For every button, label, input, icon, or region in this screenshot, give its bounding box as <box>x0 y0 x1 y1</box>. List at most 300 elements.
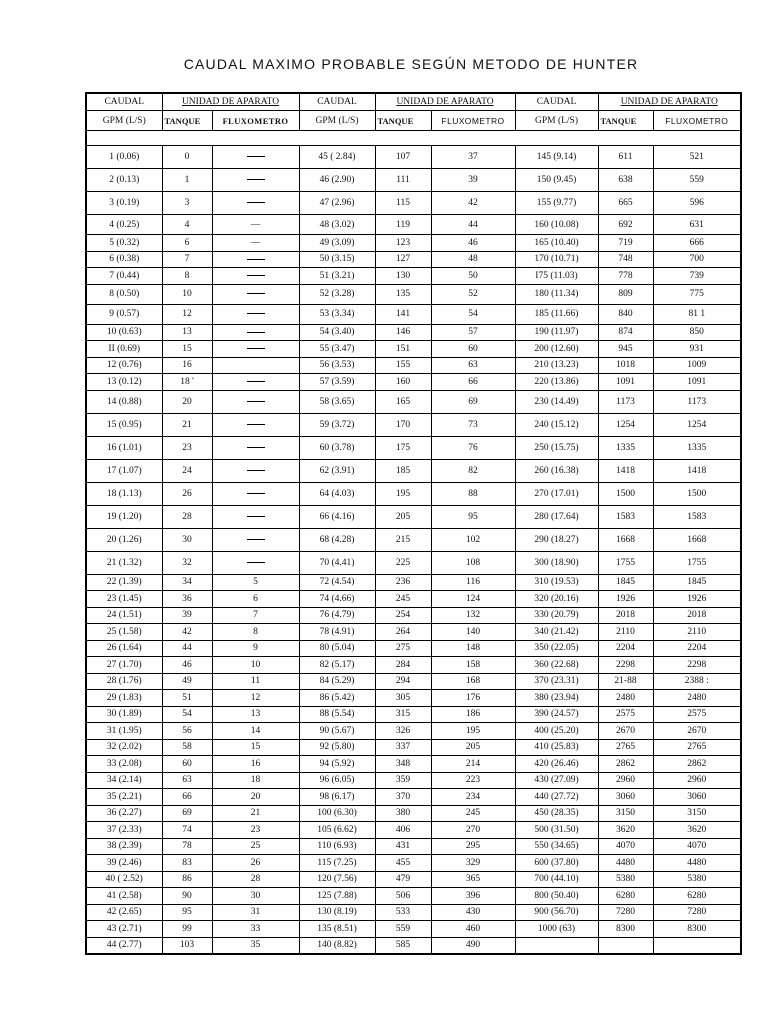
tanque-cell: 1 <box>162 169 212 192</box>
tanque-cell: 185 <box>375 459 431 482</box>
fluxometro-cell: 4480 <box>653 855 741 872</box>
table-row <box>86 268 741 285</box>
fluxometro-cell <box>212 304 299 324</box>
caudal-cell: 72 (4.54) <box>299 574 375 591</box>
dash-mark <box>247 259 265 260</box>
tanque-cell: 21-88 <box>598 673 653 690</box>
fluxometro-cell <box>212 324 299 341</box>
col-header-fluxometro: FLUXOMETRO <box>431 111 515 131</box>
tanque-cell: 284 <box>375 657 431 674</box>
tanque-cell: 127 <box>375 251 431 268</box>
fluxometro-cell: 21 <box>212 805 299 822</box>
caudal-cell: 29 (1.83) <box>86 690 162 707</box>
fluxometro-cell: 63 <box>431 357 515 374</box>
col-header-caudal: CAUDAL <box>299 93 375 111</box>
fluxometro-cell: 124 <box>431 591 515 608</box>
tanque-cell: 2480 <box>598 690 653 707</box>
fluxometro-cell: 1583 <box>653 505 741 528</box>
tanque-cell: 0 <box>162 146 212 169</box>
fluxometro-cell: 205 <box>431 739 515 756</box>
caudal-cell: 50 (3.15) <box>299 251 375 268</box>
caudal-cell: 66 (4.16) <box>299 505 375 528</box>
fluxometro-cell: 666 <box>653 235 741 252</box>
caudal-cell: 200 (12.60) <box>515 341 598 358</box>
caudal-cell: 57 (3.59) <box>299 374 375 391</box>
fluxometro-cell: 2960 <box>653 772 741 789</box>
fluxometro-cell: 148 <box>431 640 515 657</box>
caudal-cell: 38 (2.39) <box>86 838 162 855</box>
table-row <box>86 723 741 740</box>
caudal-cell: 4 (0.25) <box>86 215 162 235</box>
fluxometro-cell: 30 <box>212 888 299 905</box>
fluxometro-cell: 295 <box>431 838 515 855</box>
caudal-cell: 49 (3.09) <box>299 235 375 252</box>
tanque-cell: 32 <box>162 551 212 574</box>
fluxometro-cell: 20 <box>212 789 299 806</box>
fluxometro-cell: 7280 <box>653 904 741 921</box>
fluxometro-cell: 102 <box>431 528 515 551</box>
col-header-fluxometro: FLUXOMETRO <box>212 111 299 131</box>
fluxometro-cell: 270 <box>431 822 515 839</box>
fluxometro-cell: 186 <box>431 706 515 723</box>
dash-mark <box>247 202 265 203</box>
fluxometro-cell: 2670 <box>653 723 741 740</box>
tanque-cell: 111 <box>375 169 431 192</box>
tanque-cell: 74 <box>162 822 212 839</box>
caudal-cell: 340 (21.42) <box>515 624 598 641</box>
caudal-cell: 23 (1.45) <box>86 591 162 608</box>
tanque-cell: 99 <box>162 921 212 938</box>
caudal-cell: 33 (2.08) <box>86 756 162 773</box>
tanque-cell: 215 <box>375 528 431 551</box>
fluxometro-cell: 168 <box>431 673 515 690</box>
fluxometro-cell: 850 <box>653 324 741 341</box>
dash-mark <box>247 470 265 471</box>
caudal-cell: 55 (3.47) <box>299 341 375 358</box>
table-row <box>86 871 741 888</box>
tanque-cell: 90 <box>162 888 212 905</box>
table-row <box>86 673 741 690</box>
caudal-cell: 68 (4.28) <box>299 528 375 551</box>
caudal-cell: 14 (0.88) <box>86 390 162 413</box>
caudal-cell: 13 (0.12) <box>86 374 162 391</box>
caudal-cell: 31 (1.95) <box>86 723 162 740</box>
caudal-cell: 170 (10.71) <box>515 251 598 268</box>
caudal-cell: 240 (15.12) <box>515 413 598 436</box>
fluxometro-cell: 1091 <box>653 374 741 391</box>
fluxometro-cell <box>212 459 299 482</box>
fluxometro-cell: 16 <box>212 756 299 773</box>
fluxometro-cell <box>653 937 741 954</box>
dash-mark <box>247 332 265 333</box>
caudal-cell: 28 (1.76) <box>86 673 162 690</box>
table-row <box>86 413 741 436</box>
tanque-cell: 205 <box>375 505 431 528</box>
tanque-cell: 4070 <box>598 838 653 855</box>
caudal-cell: 74 (4.66) <box>299 591 375 608</box>
fluxometro-cell: 12 <box>212 690 299 707</box>
fluxometro-cell: 1009 <box>653 357 741 374</box>
tanque-cell: 170 <box>375 413 431 436</box>
fluxometro-cell <box>212 551 299 574</box>
fluxometro-cell: 1335 <box>653 436 741 459</box>
tanque-cell: 1845 <box>598 574 653 591</box>
caudal-cell: 53 (3.34) <box>299 304 375 324</box>
table-row <box>86 657 741 674</box>
caudal-cell: 22 (1.39) <box>86 574 162 591</box>
tanque-cell: 20 <box>162 390 212 413</box>
tanque-cell: 2110 <box>598 624 653 641</box>
fluxometro-cell <box>212 268 299 285</box>
caudal-cell: 94 (5.92) <box>299 756 375 773</box>
caudal-cell: 6 (0.38) <box>86 251 162 268</box>
tanque-cell: 3 <box>162 192 212 215</box>
tanque-cell: 665 <box>598 192 653 215</box>
col-header-tanque: TANQUE <box>162 111 212 131</box>
caudal-cell: 19 (1.20) <box>86 505 162 528</box>
table-row <box>86 739 741 756</box>
tanque-cell: 1583 <box>598 505 653 528</box>
caudal-cell: 9 (0.57) <box>86 304 162 324</box>
tanque-cell: 49 <box>162 673 212 690</box>
tanque-cell: 151 <box>375 341 431 358</box>
fluxometro-cell: 521 <box>653 146 741 169</box>
fluxometro-cell: 14 <box>212 723 299 740</box>
caudal-cell: 56 (3.53) <box>299 357 375 374</box>
tanque-cell: 305 <box>375 690 431 707</box>
caudal-cell: 430 (27.09) <box>515 772 598 789</box>
tanque-cell: 455 <box>375 855 431 872</box>
caudal-cell: 600 (37.80) <box>515 855 598 872</box>
fluxometro-cell <box>212 505 299 528</box>
fluxometro-cell: 108 <box>431 551 515 574</box>
dash-mark <box>247 348 265 349</box>
caudal-cell: 155 (9.77) <box>515 192 598 215</box>
fluxometro-cell: 1418 <box>653 459 741 482</box>
tanque-cell: 1418 <box>598 459 653 482</box>
tanque-cell: 24 <box>162 459 212 482</box>
tanque-cell: 1755 <box>598 551 653 574</box>
fluxometro-cell: 2204 <box>653 640 741 657</box>
table-row <box>86 284 741 304</box>
fluxometro-cell: 95 <box>431 505 515 528</box>
tanque-cell: 130 <box>375 268 431 285</box>
fluxometro-cell <box>212 192 299 215</box>
fluxometro-cell: 5 <box>212 574 299 591</box>
tanque-cell: 4480 <box>598 855 653 872</box>
fluxometro-cell: 33 <box>212 921 299 938</box>
tanque-cell: 2575 <box>598 706 653 723</box>
dash-mark <box>247 381 265 382</box>
caudal-cell: 34 (2.14) <box>86 772 162 789</box>
dash-mark <box>247 493 265 494</box>
tanque-cell: 195 <box>375 482 431 505</box>
tanque-cell: 28 <box>162 505 212 528</box>
tanque-cell: 2018 <box>598 607 653 624</box>
tanque-cell: 315 <box>375 706 431 723</box>
fluxometro-cell: 214 <box>431 756 515 773</box>
caudal-cell: 390 (24.57) <box>515 706 598 723</box>
tanque-cell: 6 <box>162 235 212 252</box>
fluxometro-cell <box>212 146 299 169</box>
fluxometro-cell: 66 <box>431 374 515 391</box>
fluxometro-cell: 7 <box>212 607 299 624</box>
fluxometro-cell: 69 <box>431 390 515 413</box>
caudal-cell: 84 (5.29) <box>299 673 375 690</box>
caudal-cell: 115 (7.25) <box>299 855 375 872</box>
tanque-cell: 2204 <box>598 640 653 657</box>
caudal-cell: 35 (2.21) <box>86 789 162 806</box>
tanque-cell: 10 <box>162 284 212 304</box>
caudal-cell: 58 (3.65) <box>299 390 375 413</box>
fluxometro-cell <box>212 251 299 268</box>
tanque-cell: 225 <box>375 551 431 574</box>
tanque-cell: 95 <box>162 904 212 921</box>
fluxometro-cell: 73 <box>431 413 515 436</box>
tanque-cell: 7 <box>162 251 212 268</box>
tanque-cell: 63 <box>162 772 212 789</box>
fluxometro-cell: 2480 <box>653 690 741 707</box>
caudal-cell: 1000 (63) <box>515 921 598 938</box>
fluxometro-cell <box>212 390 299 413</box>
caudal-cell: 64 (4.03) <box>299 482 375 505</box>
caudal-cell: 105 (6.62) <box>299 822 375 839</box>
tanque-cell: 748 <box>598 251 653 268</box>
dash-mark <box>247 562 265 563</box>
fluxometro-cell: 5380 <box>653 871 741 888</box>
tanque-cell: 778 <box>598 268 653 285</box>
caudal-cell: 48 (3.02) <box>299 215 375 235</box>
fluxometro-cell: 81 1 <box>653 304 741 324</box>
fluxometro-cell <box>212 528 299 551</box>
caudal-cell: 82 (5.17) <box>299 657 375 674</box>
tanque-cell: 30 <box>162 528 212 551</box>
table-row <box>86 324 741 341</box>
table-row <box>86 690 741 707</box>
caudal-cell: 270 (17.01) <box>515 482 598 505</box>
dash-mark <box>247 447 265 448</box>
fluxometro-cell: 8 <box>212 624 299 641</box>
caudal-cell: 380 (23.94) <box>515 690 598 707</box>
caudal-cell: 450 (28.35) <box>515 805 598 822</box>
caudal-cell: 37 (2.33) <box>86 822 162 839</box>
fluxometro-cell: 365 <box>431 871 515 888</box>
tanque-cell: 1668 <box>598 528 653 551</box>
tanque-cell: 2670 <box>598 723 653 740</box>
fluxometro-cell: 10 <box>212 657 299 674</box>
fluxometro-cell: 176 <box>431 690 515 707</box>
tanque-cell: 7280 <box>598 904 653 921</box>
tanque-cell: 16 <box>162 357 212 374</box>
caudal-cell <box>515 937 598 954</box>
fluxometro-cell: 931 <box>653 341 741 358</box>
table-row <box>86 505 741 528</box>
table-row <box>86 822 741 839</box>
tanque-cell: 4 <box>162 215 212 235</box>
tanque-cell: 370 <box>375 789 431 806</box>
caudal-cell: 32 (2.02) <box>86 739 162 756</box>
col-header-gpm: GPM (L/S) <box>299 111 375 131</box>
caudal-cell: 52 (3.28) <box>299 284 375 304</box>
table-row <box>86 235 741 252</box>
col-header-unidad: UNIDAD DE APARATO <box>598 93 741 111</box>
dash-mark <box>247 179 265 180</box>
fluxometro-cell: 2388 : <box>653 673 741 690</box>
fluxometro-cell: 2298 <box>653 657 741 674</box>
caudal-cell: 76 (4.79) <box>299 607 375 624</box>
tanque-cell: 69 <box>162 805 212 822</box>
fluxometro-cell: 1668 <box>653 528 741 551</box>
table-row <box>86 574 741 591</box>
caudal-cell: 290 (18.27) <box>515 528 598 551</box>
caudal-cell: 16 (1.01) <box>86 436 162 459</box>
fluxometro-cell: 9 <box>212 640 299 657</box>
col-header-caudal: CAUDAL <box>515 93 598 111</box>
fluxometro-cell: 245 <box>431 805 515 822</box>
fluxometro-cell: 1500 <box>653 482 741 505</box>
caudal-cell: 46 (2.90) <box>299 169 375 192</box>
tanque-cell: 160 <box>375 374 431 391</box>
tanque-cell: 809 <box>598 284 653 304</box>
caudal-cell: 20 (1.26) <box>86 528 162 551</box>
tanque-cell: 380 <box>375 805 431 822</box>
table-row <box>86 192 741 215</box>
table-row <box>86 904 741 921</box>
fluxometro-cell: 490 <box>431 937 515 954</box>
tanque-cell: 18 ' <box>162 374 212 391</box>
tanque-cell: 119 <box>375 215 431 235</box>
fluxometro-cell: 39 <box>431 169 515 192</box>
tanque-cell: 245 <box>375 591 431 608</box>
tanque-cell: 1018 <box>598 357 653 374</box>
tanque-cell: 585 <box>375 937 431 954</box>
tanque-cell: 611 <box>598 146 653 169</box>
tanque-cell: 13 <box>162 324 212 341</box>
dash-mark <box>247 401 265 402</box>
caudal-cell: 18 (1.13) <box>86 482 162 505</box>
fluxometro-cell: 46 <box>431 235 515 252</box>
tanque-cell: 3060 <box>598 789 653 806</box>
caudal-cell: 51 (3.21) <box>299 268 375 285</box>
table-row <box>86 624 741 641</box>
tanque-cell: 34 <box>162 574 212 591</box>
header-divider <box>86 131 741 146</box>
fluxometro-cell: 195 <box>431 723 515 740</box>
caudal-cell: 1 (0.06) <box>86 146 162 169</box>
fluxometro-cell: 631 <box>653 215 741 235</box>
table-row <box>86 169 741 192</box>
table-row <box>86 251 741 268</box>
col-header-gpm: GPM (L/S) <box>86 111 162 131</box>
tanque-cell: 123 <box>375 235 431 252</box>
tanque-cell <box>598 937 653 954</box>
fluxometro-cell: 4070 <box>653 838 741 855</box>
caudal-cell: 30 (1.89) <box>86 706 162 723</box>
caudal-cell: 135 (8.51) <box>299 921 375 938</box>
caudal-cell: 36 (2.27) <box>86 805 162 822</box>
fluxometro-cell: 460 <box>431 921 515 938</box>
table-row <box>86 482 741 505</box>
col-header-unidad: UNIDAD DE APARATO <box>375 93 515 111</box>
caudal-cell: 330 (20.79) <box>515 607 598 624</box>
table-row <box>86 146 741 169</box>
tanque-cell: 559 <box>375 921 431 938</box>
tanque-cell: 874 <box>598 324 653 341</box>
caudal-cell: II (0.69) <box>86 341 162 358</box>
caudal-cell: 96 (6.05) <box>299 772 375 789</box>
tanque-cell: 103 <box>162 937 212 954</box>
caudal-cell: 550 (34.65) <box>515 838 598 855</box>
caudal-cell: 8 (0.50) <box>86 284 162 304</box>
caudal-cell: 320 (20.16) <box>515 591 598 608</box>
caudal-cell: 27 (1.70) <box>86 657 162 674</box>
tanque-cell: 141 <box>375 304 431 324</box>
dash-mark <box>247 313 265 314</box>
fluxometro-cell: 1254 <box>653 413 741 436</box>
tanque-cell: 326 <box>375 723 431 740</box>
tanque-cell: 1173 <box>598 390 653 413</box>
caudal-cell: 360 (22.68) <box>515 657 598 674</box>
dash-mark <box>247 424 265 425</box>
fluxometro-cell: 140 <box>431 624 515 641</box>
tanque-cell: 26 <box>162 482 212 505</box>
table-row <box>86 921 741 938</box>
fluxometro-cell: 44 <box>431 215 515 235</box>
tanque-cell: 692 <box>598 215 653 235</box>
tanque-cell: 12 <box>162 304 212 324</box>
table-row <box>86 855 741 872</box>
caudal-cell: 150 (9.45) <box>515 169 598 192</box>
caudal-cell: 220 (13.86) <box>515 374 598 391</box>
caudal-cell: I75 (11.03) <box>515 268 598 285</box>
tanque-cell: 236 <box>375 574 431 591</box>
caudal-cell: 45 ( 2.84) <box>299 146 375 169</box>
caudal-cell: 24 (1.51) <box>86 607 162 624</box>
header-row-1 <box>86 93 741 111</box>
caudal-cell: 440 (27.72) <box>515 789 598 806</box>
col-header-fluxometro: FLUXOMETRO <box>653 111 741 131</box>
caudal-cell: 410 (25.83) <box>515 739 598 756</box>
table-row <box>86 772 741 789</box>
fluxometro-cell: 15 <box>212 739 299 756</box>
tanque-cell: 107 <box>375 146 431 169</box>
caudal-cell: 54 (3.40) <box>299 324 375 341</box>
tanque-cell: 165 <box>375 390 431 413</box>
caudal-cell: 40 ( 2.52) <box>86 871 162 888</box>
tanque-cell: 2298 <box>598 657 653 674</box>
table-row <box>86 341 741 358</box>
caudal-cell: 92 (5.80) <box>299 739 375 756</box>
tanque-cell: 945 <box>598 341 653 358</box>
fluxometro-cell <box>212 284 299 304</box>
caudal-cell: 165 (10.40) <box>515 235 598 252</box>
tanque-cell: 1335 <box>598 436 653 459</box>
caudal-cell: 80 (5.04) <box>299 640 375 657</box>
fluxometro-cell: 52 <box>431 284 515 304</box>
tanque-cell: 359 <box>375 772 431 789</box>
tanque-cell: 54 <box>162 706 212 723</box>
fluxometro-cell: 1926 <box>653 591 741 608</box>
fluxometro-cell: 234 <box>431 789 515 806</box>
table-row <box>86 374 741 391</box>
tanque-cell: 15 <box>162 341 212 358</box>
fluxometro-cell: 23 <box>212 822 299 839</box>
tanque-cell: 2862 <box>598 756 653 773</box>
fluxometro-cell: 223 <box>431 772 515 789</box>
caudal-cell: 21 (1.32) <box>86 551 162 574</box>
tanque-cell: 21 <box>162 413 212 436</box>
fluxometro-cell: 8300 <box>653 921 741 938</box>
